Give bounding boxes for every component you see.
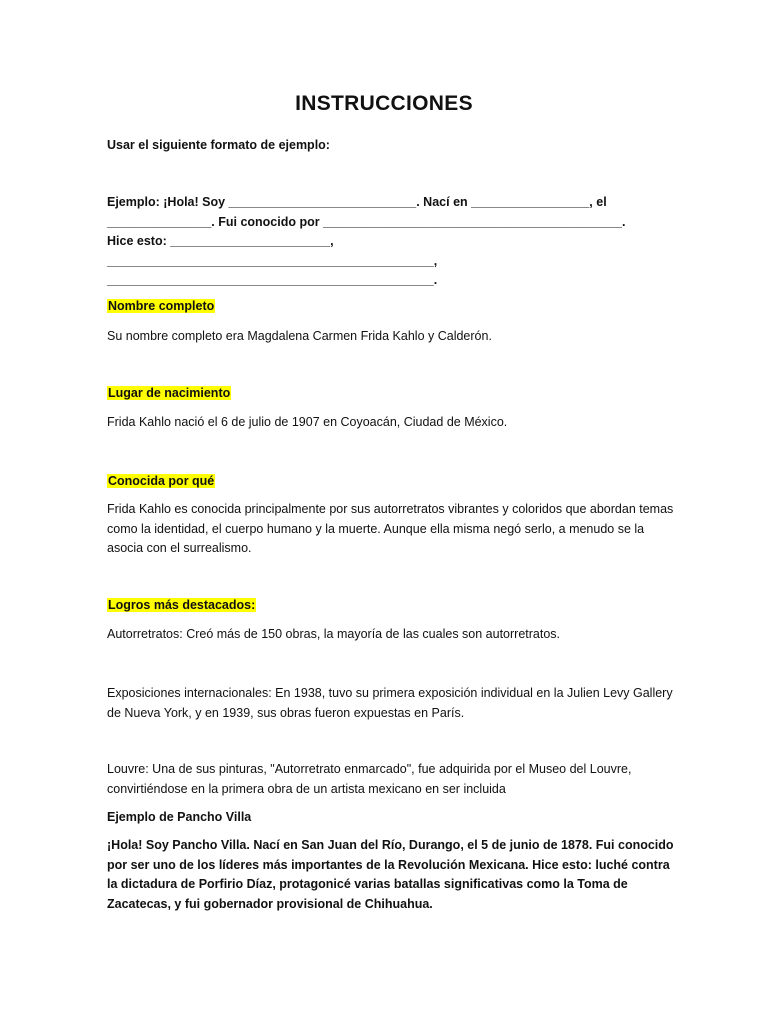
template-block [107,193,677,291]
template-line: _______________________________________________, [107,253,438,268]
template-line: Hice esto: _______________________, [107,234,334,248]
section-heading-lugar [107,384,677,404]
template-line: Ejemplo: ¡Hola! Soy ___________________________. Nací en _________________, el [107,195,607,209]
highlighted-heading: Lugar de nacimiento [108,386,231,400]
highlighted-heading: Nombre completo [108,299,215,313]
section-paragraph: Su nombre completo era Magdalena Carmen Frida Kahlo y Calderón. [107,329,492,343]
intro-text: Usar el siguiente formato de ejemplo: [107,138,330,152]
template-line: _______________________________________________. [107,273,438,287]
section-paragraph: Exposiciones internacionales: En 1938, tuvo su primera exposición individual en la Julien Levy Gallery de Nueva York, y en 1939, sus obras fueron expuestas en París. [107,686,673,720]
example-paragraph: ¡Hola! Soy Pancho Villa. Nací en San Juan del Río, Durango, el 5 de junio de 1878. Fui conocido por ser uno de los líderes más importantes de la Revolución Mexicana. Hice esto: luché contra la dictadura de Porfirio Díaz, protagonicé varias batallas significativas como la Toma de Zacatecas, y fui gobernador provisional de Chihuahua. [107,838,674,911]
section-heading-logros [107,596,677,616]
template-line: _______________. Fui conocido por ___________________________________________. [107,214,626,229]
section-paragraph: Autorretratos: Creó más de 150 obras, la mayoría de las cuales son autorretratos. [107,627,561,641]
section-heading-nombre [107,297,677,317]
section-heading-conocida [107,472,677,492]
highlighted-heading: Conocida por qué [108,474,215,488]
section-paragraph: Louvre: Una de sus pinturas, "Autorretrato enmarcado", fue adquirida por el Museo del Louvre, convirtiéndose en la primera obra de un artista mexicano en ser incluida [107,762,632,796]
highlighted-heading: Logros más destacados: [108,598,256,612]
document-title: INSTRUCCIONES [295,92,473,115]
section-paragraph: Frida Kahlo es conocida principalmente por sus autorretratos vibrantes y coloridos que abordan temas como la identidad, el cuerpo humano y la muerte. Aunque ella misma negó serlo, a menudo se la asocia con el surrealismo. [107,502,674,555]
section-paragraph: Frida Kahlo nació el 6 de julio de 1907 en Coyoacán, Ciudad de México. [107,415,508,429]
example-heading: Ejemplo de Pancho Villa [107,810,252,824]
